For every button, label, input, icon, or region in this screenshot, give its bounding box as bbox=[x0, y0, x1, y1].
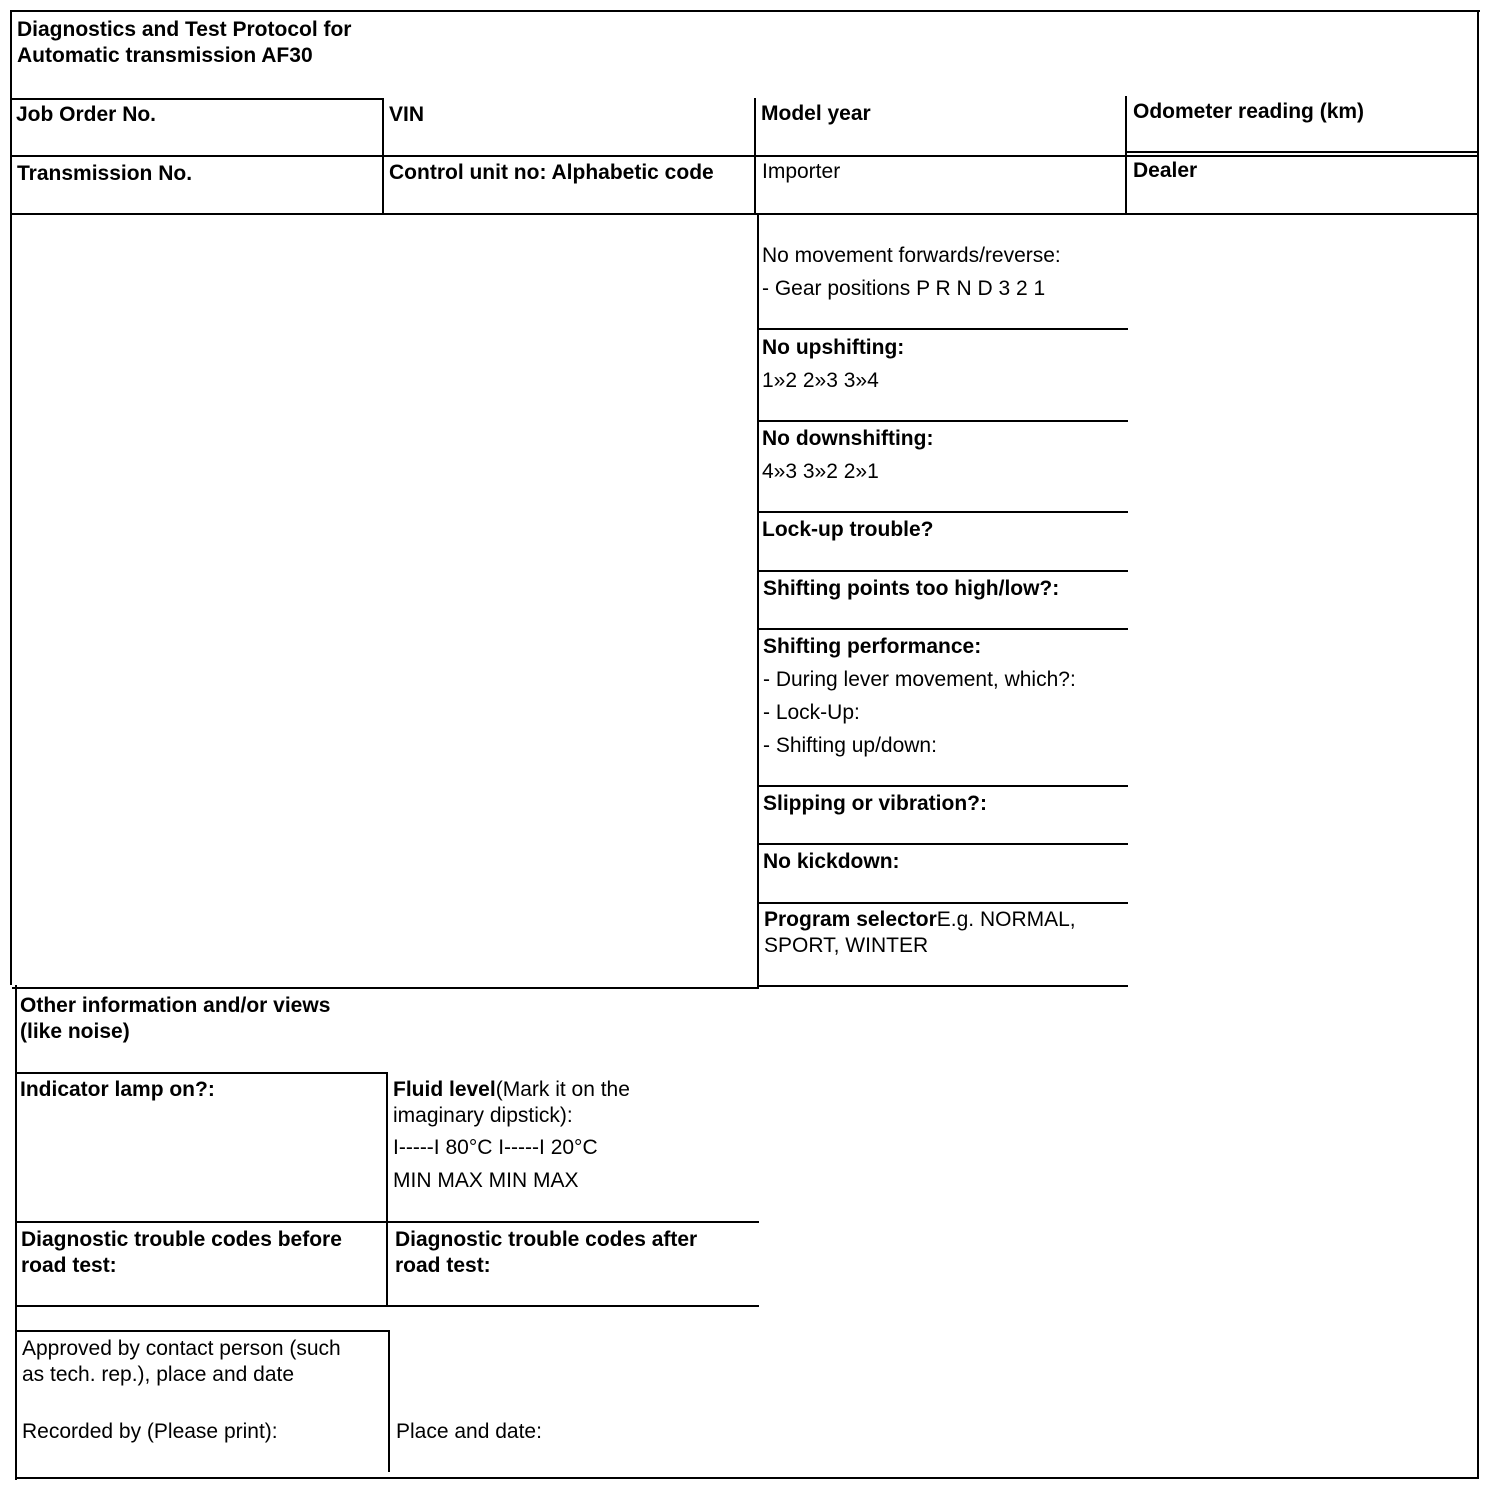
approval-top-line bbox=[15, 1330, 389, 1332]
lamp-col-line bbox=[386, 1072, 388, 1307]
indicator-lamp-field[interactable]: Indicator lamp on?: bbox=[20, 1078, 215, 1101]
symptom-no-movement-line: - Gear positions P R N D 3 2 1 bbox=[762, 277, 1046, 300]
odometer-field[interactable]: Odometer reading (km) bbox=[1133, 100, 1365, 123]
dtc-after-line-2: road test: bbox=[395, 1254, 491, 1277]
symptom-shifting-performance-line-3: - Shifting up/down: bbox=[763, 734, 937, 757]
symptom-no-movement-title: No movement forwards/reverse: bbox=[762, 244, 1061, 267]
dtc-top-line bbox=[15, 1221, 759, 1223]
border-bottom bbox=[15, 1477, 1479, 1479]
symptom-line-1 bbox=[757, 328, 1128, 330]
symptom-shifting-performance-title: Shifting performance: bbox=[763, 635, 982, 658]
place-date-field[interactable]: Place and date: bbox=[396, 1420, 542, 1443]
dipstick-minmax: MIN MAX MIN MAX bbox=[393, 1169, 579, 1192]
symptom-line-5 bbox=[757, 628, 1128, 630]
program-selector-text-1: E.g. NORMAL, bbox=[936, 908, 1076, 931]
program-selector-text-2: SPORT, WINTER bbox=[764, 934, 929, 957]
row-line-1b bbox=[1127, 151, 1479, 153]
symptom-line-8 bbox=[757, 902, 1128, 904]
lamp-top-line bbox=[15, 1072, 387, 1074]
approval-line-1: Approved by contact person (such bbox=[22, 1337, 341, 1360]
col-line-2 bbox=[754, 98, 756, 215]
approval-col-line bbox=[388, 1330, 390, 1472]
program-selector-title: Program selector bbox=[764, 908, 937, 931]
form-title-line-2: Automatic transmission AF30 bbox=[17, 44, 313, 67]
fluid-level-field[interactable] bbox=[393, 1077, 630, 1194]
vin-field[interactable]: VIN bbox=[389, 103, 425, 126]
symptom-no-movement[interactable] bbox=[762, 243, 1061, 302]
symptom-line-4 bbox=[757, 570, 1128, 572]
symptom-slipping[interactable]: Slipping or vibration?: bbox=[763, 792, 987, 815]
recorded-by-field[interactable]: Recorded by (Please print): bbox=[22, 1420, 278, 1443]
symptom-shifting-performance-line-1: - During lever movement, which?: bbox=[763, 668, 1076, 691]
symptom-line-6 bbox=[757, 785, 1128, 787]
control-unit-field[interactable]: Control unit no: Alphabetic code bbox=[389, 161, 714, 184]
main-area-bottom bbox=[12, 987, 759, 989]
dipstick-scale: I-----I 80°C I-----I 20°C bbox=[393, 1136, 598, 1159]
approval-field[interactable] bbox=[22, 1336, 341, 1388]
col-line-1 bbox=[382, 98, 384, 215]
row-line-3 bbox=[10, 213, 1479, 215]
symptom-shifting-performance[interactable] bbox=[763, 634, 1076, 759]
fluid-level-note-1: (Mark it on the bbox=[495, 1078, 630, 1101]
form-title bbox=[17, 17, 351, 69]
symptom-no-downshifting-title: No downshifting: bbox=[762, 427, 934, 450]
symptom-no-upshifting[interactable] bbox=[762, 335, 904, 394]
dtc-after-line-1: Diagnostic trouble codes after bbox=[395, 1228, 698, 1251]
importer-field[interactable]: Importer bbox=[762, 160, 841, 183]
symptom-kickdown[interactable]: No kickdown: bbox=[763, 850, 900, 873]
symptom-shifting-performance-line-2: - Lock-Up: bbox=[763, 701, 860, 724]
symptom-no-upshifting-line: 1»2 2»3 3»4 bbox=[762, 369, 879, 392]
fluid-level-title: Fluid level bbox=[393, 1078, 496, 1101]
job-order-field[interactable]: Job Order No. bbox=[16, 103, 157, 126]
dtc-bottom-line bbox=[15, 1305, 759, 1307]
other-info-line-1: Other information and/or views bbox=[20, 994, 331, 1017]
fluid-level-note-2: imaginary dipstick): bbox=[393, 1104, 573, 1127]
symptom-lockup[interactable]: Lock-up trouble? bbox=[762, 518, 934, 541]
row-line-1 bbox=[10, 98, 383, 100]
transmission-no-field[interactable]: Transmission No. bbox=[17, 162, 193, 185]
dtc-before-line-2: road test: bbox=[21, 1254, 117, 1277]
row-line-2 bbox=[10, 155, 1479, 157]
symptom-no-downshifting-line: 4»3 3»2 2»1 bbox=[762, 460, 879, 483]
symptom-program-selector[interactable] bbox=[764, 907, 1076, 959]
border-right bbox=[1477, 10, 1479, 1478]
symptom-shifting-points[interactable]: Shifting points too high/low?: bbox=[763, 577, 1060, 600]
dealer-field[interactable]: Dealer bbox=[1133, 159, 1198, 182]
form-title-line-1: Diagnostics and Test Protocol for bbox=[17, 18, 352, 41]
symptom-line-3 bbox=[757, 511, 1128, 513]
other-info-field[interactable] bbox=[20, 993, 330, 1045]
model-year-field[interactable]: Model year bbox=[761, 102, 871, 125]
dtc-after-field[interactable] bbox=[395, 1227, 697, 1279]
dtc-before-field[interactable] bbox=[21, 1227, 342, 1279]
symptom-line-2 bbox=[757, 420, 1128, 422]
symptom-line-7 bbox=[757, 843, 1128, 845]
symptom-no-upshifting-title: No upshifting: bbox=[762, 336, 905, 359]
other-info-line-2: (like noise) bbox=[20, 1020, 130, 1043]
border-top bbox=[10, 10, 1480, 12]
symptom-no-downshifting[interactable] bbox=[762, 426, 933, 485]
symptom-line-9 bbox=[757, 985, 1128, 987]
col-line-3 bbox=[1125, 96, 1127, 213]
border-left-lower bbox=[15, 985, 17, 1480]
dtc-before-line-1: Diagnostic trouble codes before bbox=[21, 1228, 342, 1251]
approval-line-2: as tech. rep.), place and date bbox=[22, 1363, 295, 1386]
